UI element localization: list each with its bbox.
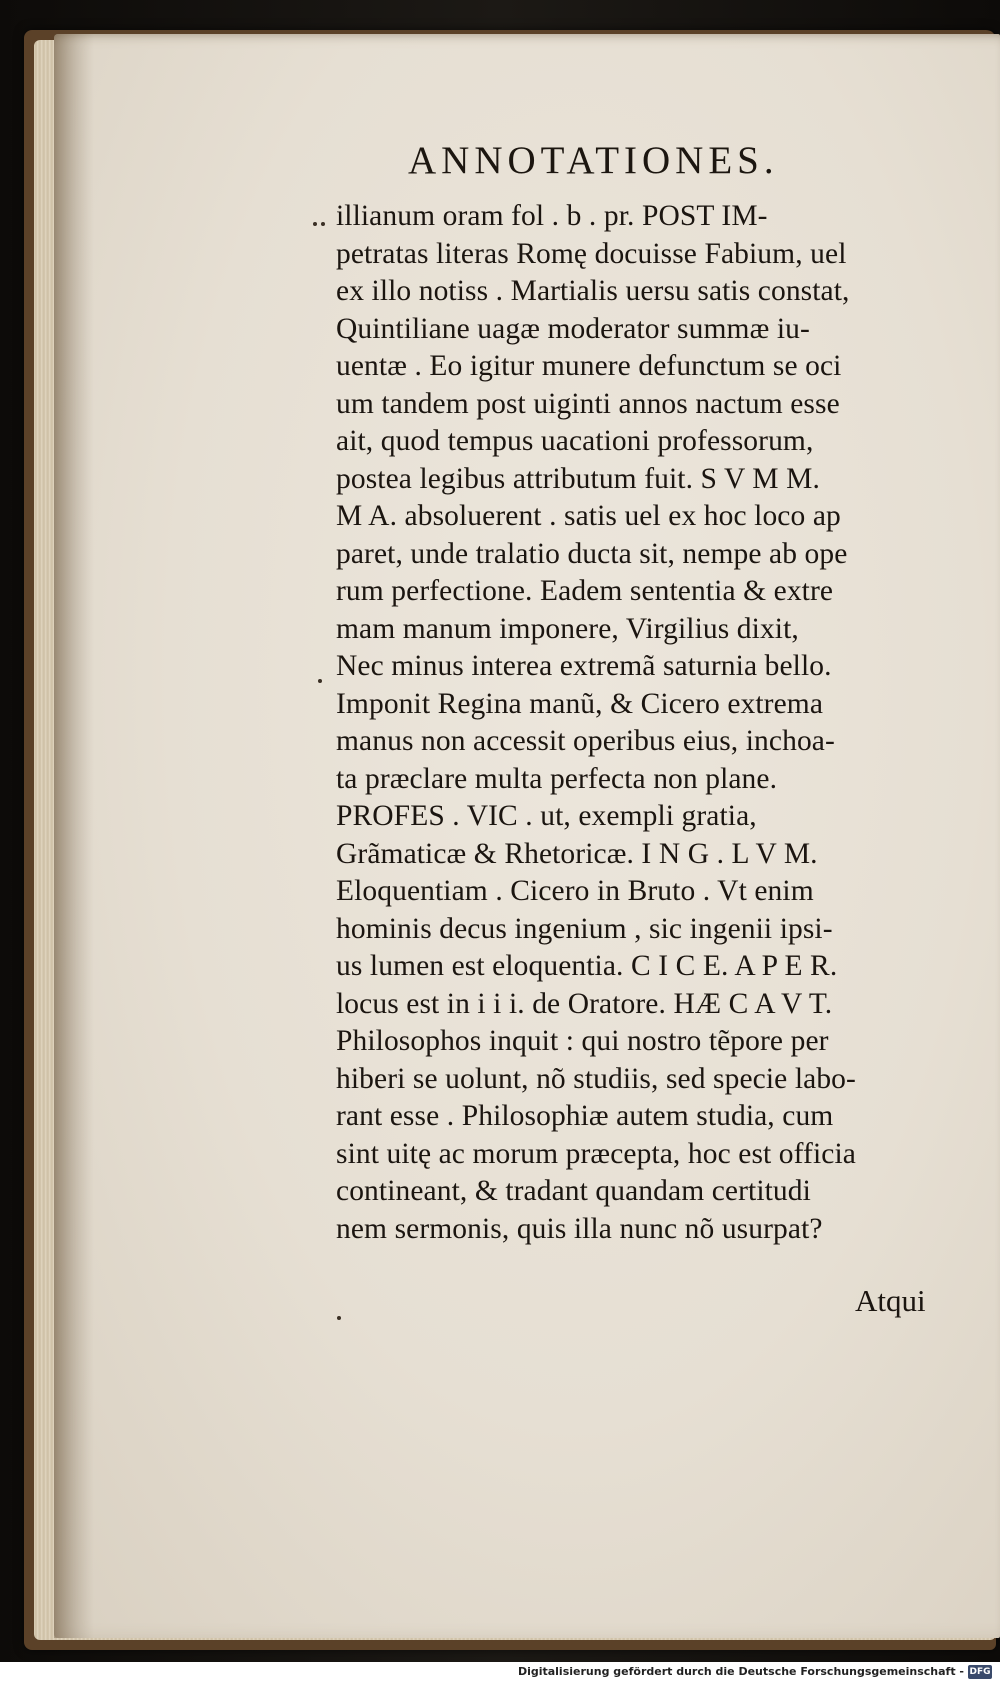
- footer-bar: [0, 1662, 1000, 1684]
- running-head: ANNOTATIONES.: [408, 139, 779, 182]
- text-line: PROFES . VIC . ut, exempli gratia,: [336, 800, 757, 832]
- text-line: rum perfectione. Eadem sententia & extre: [336, 575, 834, 607]
- text-line: hominis decus ingenium , sic ingenii ipsi-: [336, 912, 833, 945]
- text-line: Imponit Regina manũ, & Cicero extrema: [336, 687, 824, 720]
- text-line: postea legibus attributum fuit. S V M M.: [336, 462, 820, 495]
- text-line: contineant, & tradant quandam certitudi: [336, 1175, 811, 1207]
- text-line: hiberi se uolunt, nõ studiis, sed specie labo-: [336, 1062, 856, 1095]
- text-line: illianum oram fol . b . pr. POST IM-: [336, 200, 768, 232]
- text-line: uentæ . Eo igitur munere defunctum se oci: [336, 350, 842, 382]
- dfg-logo: DFG: [969, 1667, 991, 1677]
- text-line: mam manum imponere, Virgilius dixit,: [336, 612, 799, 645]
- margin-mark: [313, 222, 317, 226]
- gutter-shadow: [54, 34, 94, 1638]
- text-line: Grãmaticæ & Rhetoricæ. I N G . L V M.: [336, 837, 818, 870]
- text-line: ta præclare multa perfecta non plane.: [336, 762, 778, 795]
- text-line: manus non accessit operibus eius, inchoa-: [336, 725, 835, 757]
- text-line: petratas literas Romę docuisse Fabium, uel: [336, 237, 847, 270]
- text-line: sint uitę ac morum præcepta, hoc est officia: [336, 1137, 856, 1170]
- text-line: rant esse . Philosophiæ autem studia, cum: [336, 1100, 834, 1132]
- text-line: M A. absoluerent . satis uel ex hoc loco ap: [336, 500, 841, 532]
- text-line: ait, quod tempus uacationi professorum,: [336, 425, 814, 457]
- margin-mark: [321, 222, 325, 226]
- text-line: Eloquentiam . Cicero in Bruto . Vt enim: [336, 875, 814, 907]
- margin-mark: [318, 679, 322, 683]
- margin-mark: [337, 1316, 341, 1320]
- text-line: paret, unde tralatio ducta sit, nempe ab ope: [336, 537, 848, 570]
- text-line: us lumen est eloquentia. C I C E. A P E R.: [336, 950, 838, 982]
- digitization-credit: Digitalisierung gefördert durch die Deutsche Forschungsgemeinschaft -: [517, 1665, 964, 1678]
- text-line: nem sermonis, quis illa nunc nõ usurpat?: [336, 1212, 823, 1245]
- text-line: locus est in i i i. de Oratore. HÆ C A V T.: [336, 987, 833, 1020]
- text-line: Philosophos inquit : qui nostro tẽpore per: [336, 1025, 829, 1057]
- text-line: Nec minus interea extremã saturnia bello.: [336, 650, 832, 682]
- text-line: ex illo notiss . Martialis uersu satis constat,: [336, 275, 850, 307]
- catchword: Atqui: [855, 1283, 926, 1318]
- text-block: [336, 198, 986, 1248]
- text-line: Quintiliane uagæ moderator summæ iu-: [336, 312, 810, 345]
- text-line: um tandem post uiginti annos nactum esse: [336, 387, 840, 420]
